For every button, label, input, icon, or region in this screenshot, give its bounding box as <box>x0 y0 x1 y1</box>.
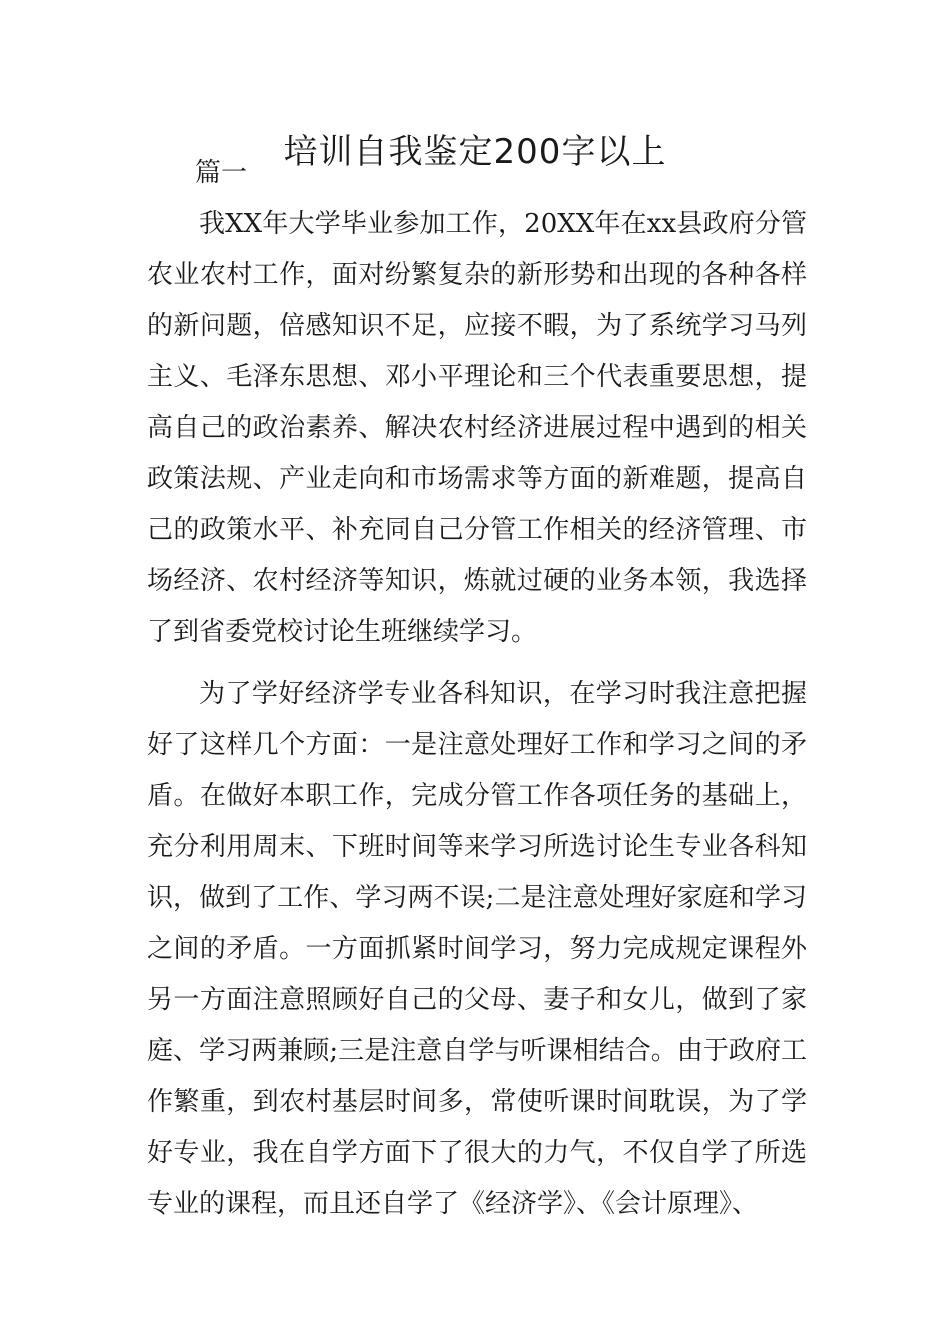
section-label: 篇一 <box>195 158 248 188</box>
paragraph-2: 为了学好经济学专业各科知识，在学习时我注意把握好了这样几个方面：一是注意处理好工作和学习之间的矛盾。在做好本职工作，完成分管工作各项任务的基础上，充分利用周末、下班时间等来学习所选讨论生专业各科知识，做到了工作、学习两不误;二是注意处理好家庭和学习之间的矛盾。一方面抓紧时间学习，努力完成规定课程外另一方面注意照顾好自己的父母、妻子和女儿，做到了家庭、学习两兼顾;三是注意自学与听课相结合。由于政府工作繁重，到农村基层时间多，常使听课时间耽误，为了学好专业，我在自学方面下了很大的力气，不仅自学了所选专业的课程，而且还自学了《经济学》、《会计原理》、 <box>147 679 807 1219</box>
paragraph-1: 我XX年大学毕业参加工作，20XX年在xx县政府分管农业农村工作，面对纷繁复杂的新形势和出现的各种各样的新问题，倍感知识不足，应接不暇，为了系统学习马列主义、毛泽东思想、邓小平理论和三个代表重要思想，提高自己的政治素养、解决农村经济进展过程中遇到的相关政策法规、产业走向和市场需求等方面的新难题，提高自己的政策水平、补充同自己分管工作相关的经济管理、市场经济、农村经济等知识，炼就过硬的业务本领，我选择了到省委党校讨论生班继续学习。 <box>147 209 807 647</box>
document-title: 培训自我鉴定200字以上 <box>283 132 667 172</box>
document-body <box>147 148 807 1230</box>
